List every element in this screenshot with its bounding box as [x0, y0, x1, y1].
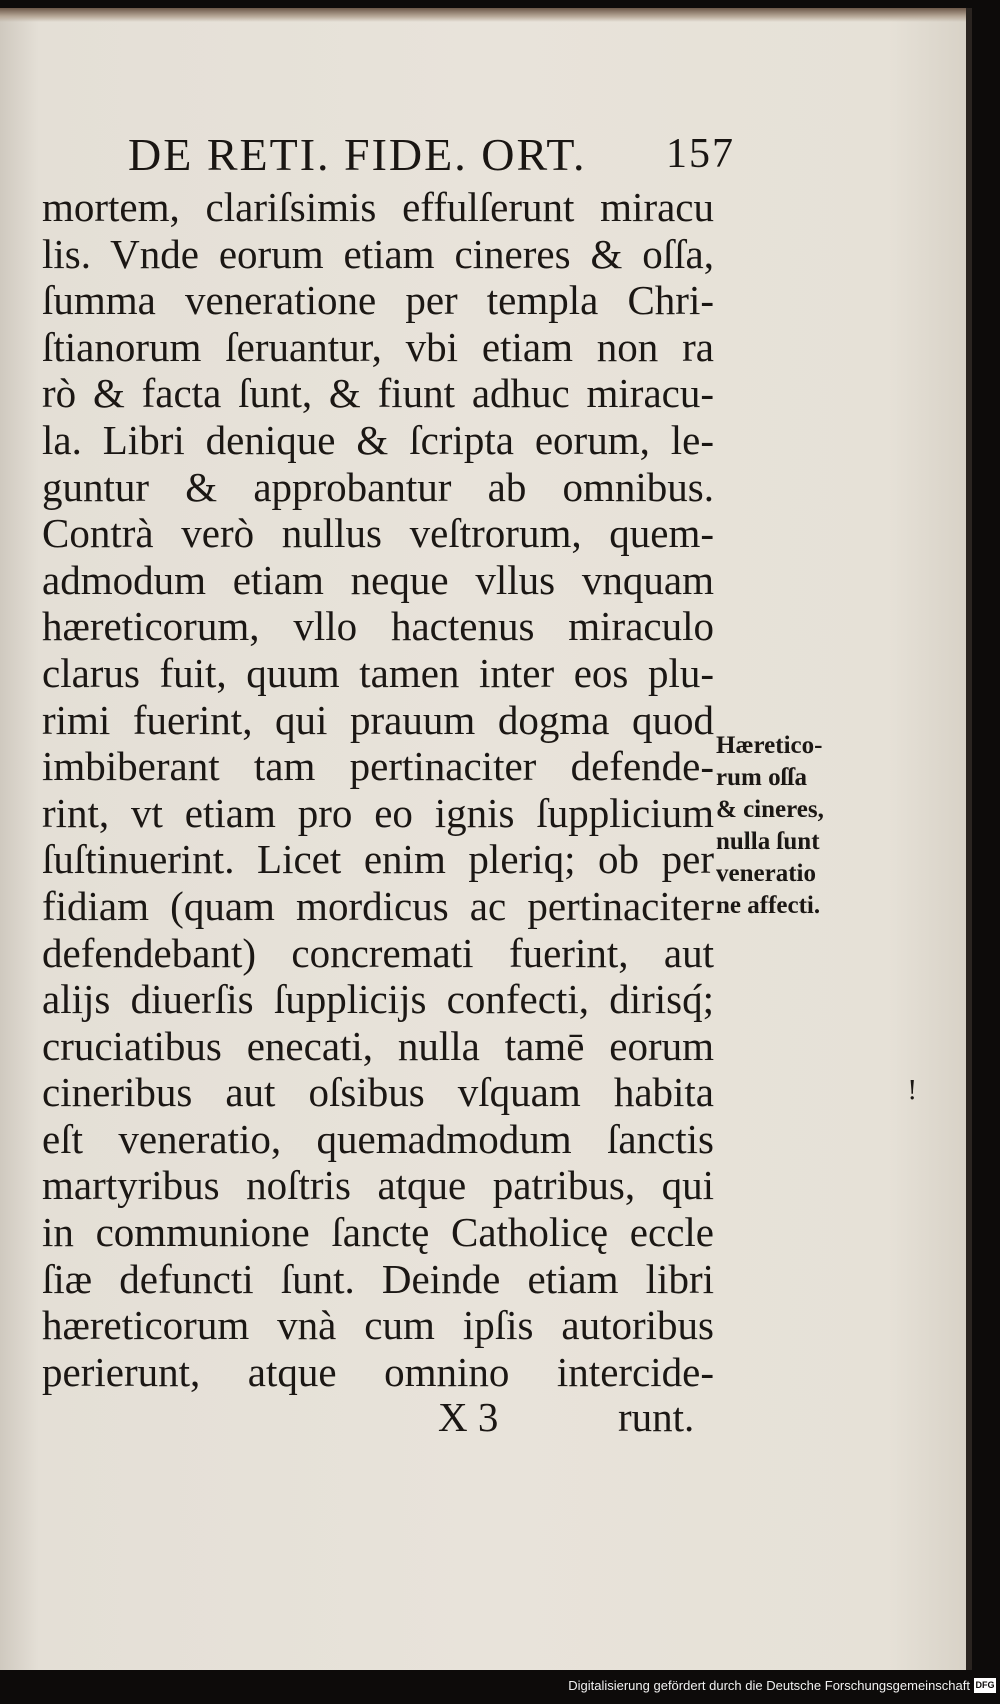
running-title: DE RETI. FIDE. ORT.: [128, 129, 587, 180]
text-line: alijs diuerſis ſupplicijs confecti, dirisq́;: [42, 976, 714, 1023]
text-line: mortem, clariſsimis effulſerunt miracu: [42, 184, 714, 230]
text-line: hæreticorum, vllo hactenus miraculo: [42, 603, 714, 650]
text-line: eſt veneratio, quemadmodum ſanctis: [42, 1115, 714, 1162]
text-line: rimi fuerint, qui prauum dogma quod: [42, 696, 714, 743]
text-line: ſuſtinuerint. Licet enim pleriq; ob per: [42, 836, 714, 883]
text-line: lis. Vnde eorum etiam cineres & oſſa,: [42, 230, 714, 277]
text-line: cruciatibus enecati, nulla tamē eorum: [42, 1022, 714, 1069]
text-line: admodum etiam neque vllus vnquam: [42, 556, 714, 603]
text-line: perierunt, atque omnino intercide-: [42, 1348, 714, 1395]
marginal-note: [716, 730, 891, 922]
dfg-logo: DFG: [974, 1678, 996, 1693]
page-header: [128, 128, 735, 188]
text-line: ſiæ defuncti ſunt. Deinde etiam libri: [42, 1255, 714, 1302]
text-line: Contrà verò nullus veſtrorum, quem-: [42, 510, 714, 557]
body-text: [42, 184, 722, 1395]
stray-mark: !: [907, 1076, 918, 1106]
text-line: in communione ſanctę Catholicę eccle: [42, 1209, 714, 1256]
marginal-note-line: ne affecti.: [716, 892, 821, 919]
marginal-note-line: nulla ſunt: [716, 828, 820, 855]
text-line: guntur & approbantur ab omnibus.: [42, 463, 714, 510]
text-line: clarus fuit, quum tamen inter eos plu-: [42, 649, 714, 696]
signature-mark: X 3: [438, 1394, 499, 1440]
text-line: rint, vt etiam pro eo ignis ſupplicium: [42, 789, 714, 836]
marginal-note-line: & cineres,: [716, 796, 824, 823]
text-line: defendebant) concremati fuerint, aut: [42, 929, 714, 976]
text-line: fidiam (quam mordicus ac pertinaciter: [42, 882, 714, 929]
funding-credit: Digitalisierung gefördert durch die Deutsche Forschungsgemeinschaft: [568, 1678, 970, 1693]
text-line: martyribus noſtris atque patribus, qui: [42, 1162, 714, 1209]
book-page: [0, 8, 972, 1670]
text-line: hæreticorum vnà cum ipſis autoribus: [42, 1302, 714, 1349]
text-line: rò & facta ſunt, & fiunt adhuc miracu-: [42, 370, 714, 417]
page-number: 157: [666, 131, 735, 177]
text-line: la. Libri denique & ſcripta eorum, le-: [42, 416, 714, 463]
marginal-note-line: Hæretico-: [716, 732, 823, 759]
marginal-note-line: veneratio: [716, 860, 816, 887]
text-line: imbiberant tam pertinaciter defende-: [42, 743, 714, 790]
text-line: ſumma veneratione per templa Chri-: [42, 277, 714, 324]
text-line: ſtianorum ſeruantur, vbi etiam non ra: [42, 323, 714, 370]
digitization-footer: [0, 1670, 1000, 1704]
catchword: runt.: [618, 1394, 695, 1440]
text-line: cineribus aut oſsibus vſquam habita: [42, 1069, 714, 1116]
marginal-note-line: rum oſſa: [716, 764, 807, 791]
